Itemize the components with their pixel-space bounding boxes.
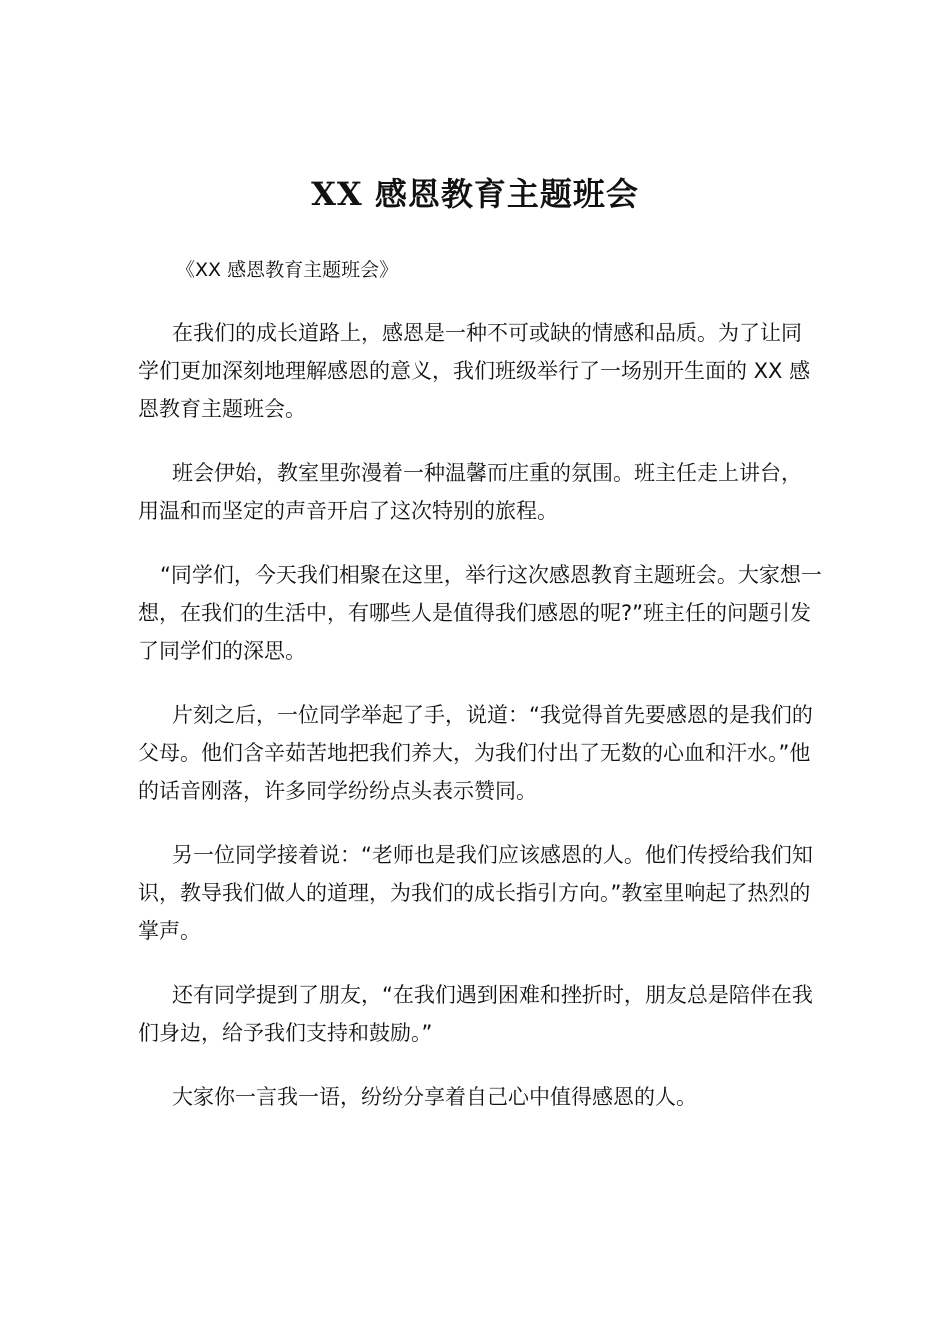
paragraph-1: 在我们的成长道路上，感恩是一种不可或缺的情感和品质。为了让同学们更加深刻地理解感恩的意义，我们班级举行了一场别开生面的 XX 感恩教育主题班会。 [138, 321, 811, 421]
paragraph-2: 班会伊始，教室里弥漫着一种温馨而庄重的氛围。班主任走上讲台，用温和而坚定的声音开启了这次特别的旅程。 [138, 461, 802, 523]
paragraph-3: “同学们，今天我们相聚在这里，举行这次感恩教育主题班会。大家想一想，在我们的生活中，有哪些人是值得我们感恩的呢?”班主任的问题引发了同学们的深思。 [138, 563, 822, 663]
document-title: XX 感恩教育主题班会 [311, 175, 639, 213]
paragraph-6: 还有同学提到了朋友，“在我们遇到困难和挫折时，朋友总是陪伴在我们身边，给予我们支持和鼓励。” [138, 983, 813, 1045]
paragraph-4: 片刻之后，一位同学举起了手，说道：“我觉得首先要感恩的是我们的父母。他们含辛茹苦地把我们养大，为我们付出了无数的心血和汗水。”他的话音刚落，许多同学纷纷点头表示赞同。 [138, 703, 813, 803]
paragraph-7: 大家你一言我一语，纷纷分享着自己心中值得感恩的人。 [172, 1085, 697, 1109]
document-body [138, 252, 822, 1142]
document-subtitle: 《XX 感恩教育主题班会》 [176, 259, 399, 281]
paragraph-5: 另一位同学接着说：“老师也是我们应该感恩的人。他们传授给我们知识，教导我们做人的道理，为我们的成长指引方向。”教室里响起了热烈的掌声。 [138, 843, 813, 943]
